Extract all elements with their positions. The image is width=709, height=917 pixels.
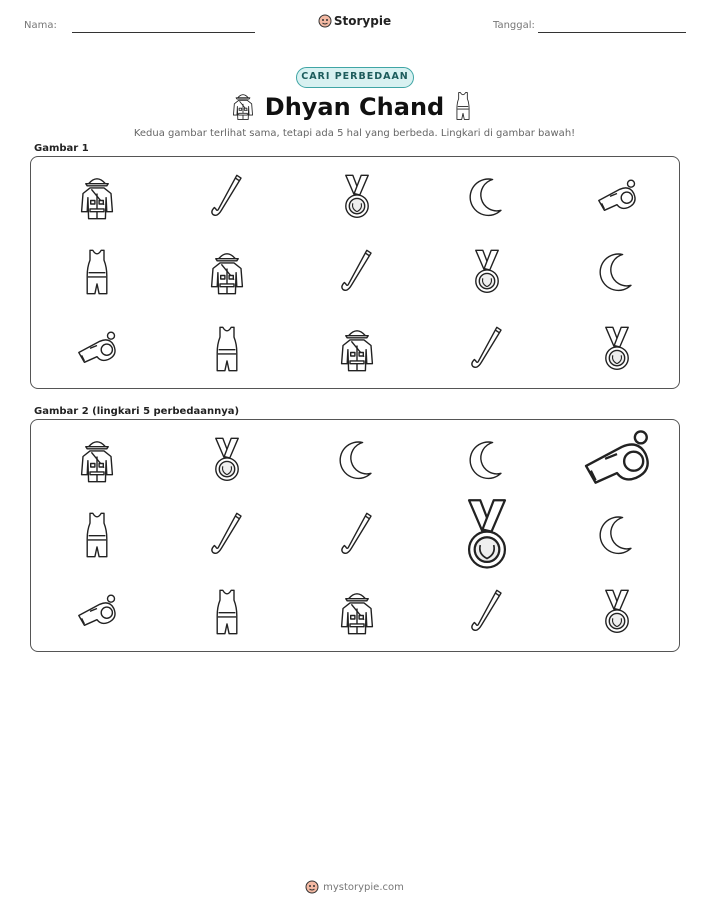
hockey-stick-icon (472, 327, 501, 367)
whistle-icon[interactable] (586, 431, 648, 482)
moon-icon[interactable] (600, 517, 631, 553)
footer-url: mystorypie.com (323, 882, 404, 893)
brand-logo (0, 14, 709, 28)
medal-icon (606, 327, 628, 369)
instructions: Kedua gambar terlihat sama, tetapi ada 5 hal yang berbeda. Lingkari di gambar bawah! (133, 128, 576, 139)
storypie-logo-icon (318, 14, 332, 28)
whistle-icon (599, 180, 635, 210)
moon-icon[interactable] (470, 442, 501, 478)
moon-icon (470, 179, 501, 215)
picture-2-grid[interactable] (31, 420, 681, 653)
picture-1-panel (30, 156, 680, 389)
picture-1-grid (31, 157, 681, 390)
hockey-stick-icon (342, 250, 371, 290)
whistle-icon (79, 332, 115, 362)
uniform-icon (342, 331, 373, 371)
section-2-label: Gambar 2 (lingkari 5 perbedaannya) (34, 406, 240, 417)
moon-icon (600, 254, 631, 290)
medal-icon (346, 175, 368, 217)
hockey-stick-icon[interactable] (342, 513, 371, 553)
jersey-icon (217, 327, 237, 370)
uniform-icon (212, 254, 243, 294)
uniform-icon[interactable] (82, 442, 113, 482)
jersey-icon[interactable] (217, 590, 237, 633)
jersey-icon[interactable] (87, 513, 107, 556)
brand-name: Storypie (333, 14, 392, 28)
hockey-stick-icon (212, 175, 241, 215)
uniform-icon[interactable] (342, 594, 373, 634)
footer (0, 880, 709, 894)
medal-icon[interactable] (216, 438, 238, 480)
worksheet-header (0, 14, 709, 42)
hockey-stick-icon[interactable] (472, 590, 501, 630)
storypie-logo-icon (305, 880, 319, 894)
section-1-label: Gambar 1 (34, 143, 89, 154)
medal-icon[interactable] (469, 500, 505, 567)
hockey-stick-icon[interactable] (212, 513, 241, 553)
medal-icon (476, 250, 498, 292)
jersey-icon (450, 90, 476, 122)
activity-badge: CARI PERBEDAAN (296, 67, 414, 88)
whistle-icon[interactable] (79, 595, 115, 625)
name-label: Nama: (24, 20, 57, 31)
jersey-icon (87, 250, 107, 293)
moon-icon[interactable] (340, 442, 371, 478)
date-line (538, 32, 686, 33)
picture-2-panel[interactable] (30, 419, 680, 652)
page-title: Dhyan Chand (264, 93, 445, 121)
uniform-icon (82, 179, 113, 219)
name-line (72, 32, 255, 33)
date-label: Tanggal: (493, 20, 535, 31)
medal-icon[interactable] (606, 590, 628, 632)
